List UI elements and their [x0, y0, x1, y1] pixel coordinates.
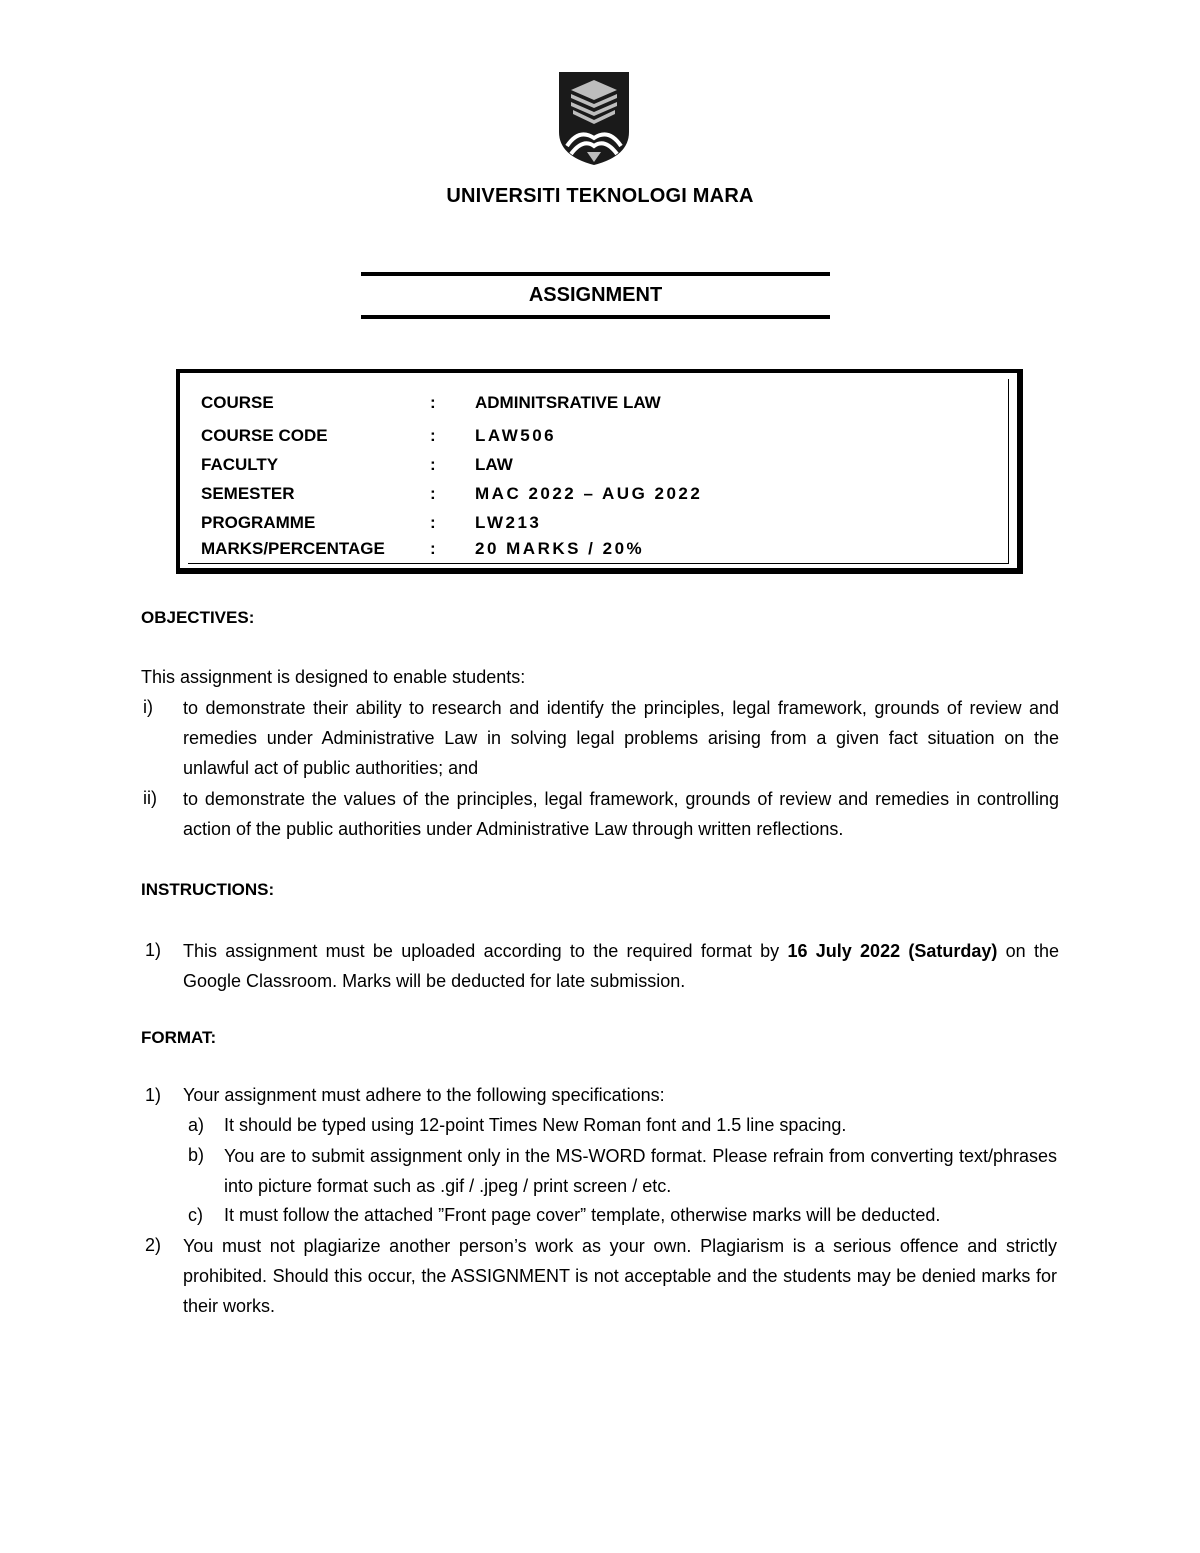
info-value: LW213 — [475, 513, 542, 532]
info-colon: : — [430, 513, 436, 532]
format-subitem-text: It must follow the attached ”Front page cover” template, otherwise marks will be deducted. — [224, 1205, 941, 1225]
format-subitem-text: It should be typed using 12-point Times New Roman font and 1.5 line spacing. — [224, 1115, 847, 1135]
info-value: LAW — [475, 455, 513, 474]
instruction-item-text — [183, 936, 1059, 996]
format-marker: 1) — [145, 1085, 162, 1105]
objectives-intro: This assignment is designed to enable students: — [141, 667, 526, 687]
format-subitem-marker: c) — [188, 1205, 203, 1225]
info-label: SEMESTER — [201, 484, 295, 503]
info-colon: : — [430, 426, 436, 445]
info-value: MAC 2022 – AUG 2022 — [475, 484, 703, 503]
info-label: COURSE — [201, 393, 274, 412]
info-colon: : — [430, 539, 436, 558]
instruction-text-before: This assignment must be uploaded according to the required format by — [183, 941, 788, 961]
objective-item-text: to demonstrate the values of the principles, legal framework, grounds of review and remedies in controlling action of the public authorities under Administrative Law through written reflections. — [183, 789, 1059, 839]
info-label: COURSE CODE — [201, 426, 328, 445]
university-logo — [557, 70, 631, 166]
title-bottom-rule — [361, 315, 830, 319]
instruction-marker: 1) — [145, 940, 162, 960]
objective-item-text: to demonstrate their ability to research and identify the principles, legal framework, grounds of review and remedies under Administrative Law in solving legal problems arising from a given fact situation on the unlawful act of public authorities; and — [183, 698, 1059, 778]
info-value: ADMINITSRATIVE LAW — [475, 393, 661, 412]
info-colon: : — [430, 484, 436, 503]
format-item-text: You must not plagiarize another person’s work as your own. Plagiarism is a serious offence and strictly prohibited. Should this occur, the ASSIGNMENT is not acceptable and the students may be denied marks for their works. — [183, 1236, 1057, 1316]
instruction-text-after: on the Google Classroom. Marks will be deducted for late submission. — [183, 941, 1060, 991]
format-marker: 2) — [145, 1235, 162, 1255]
format-item-text: Your assignment must adhere to the following specifications: — [183, 1085, 665, 1105]
title-top-rule — [361, 272, 830, 276]
instructions-heading: INSTRUCTIONS: — [141, 880, 275, 899]
objective-marker: i) — [143, 697, 153, 717]
info-label: MARKS/PERCENTAGE — [201, 539, 385, 558]
format-subitem-marker: a) — [188, 1115, 205, 1135]
info-label: FACULTY — [201, 455, 279, 474]
info-label: PROGRAMME — [201, 513, 316, 532]
course-info-box — [176, 369, 1023, 574]
info-colon: : — [430, 455, 436, 474]
document-title: ASSIGNMENT — [528, 284, 663, 306]
info-value: LAW506 — [475, 426, 557, 445]
format-subitem-text: You are to submit assignment only in the MS-WORD format. Please refrain from converting text/phrases into picture format such as .gif / .jpeg / print screen / etc. — [224, 1146, 1057, 1196]
format-subitem-marker: b) — [188, 1145, 205, 1165]
objectives-heading: OBJECTIVES: — [141, 608, 255, 627]
format-heading: FORMAT: — [141, 1028, 217, 1047]
objective-marker: ii) — [143, 788, 157, 808]
info-colon: : — [430, 393, 436, 412]
instruction-deadline: 16 July 2022 (Saturday) — [787, 941, 998, 961]
university-name: UNIVERSITI TEKNOLOGI MARA — [446, 185, 754, 207]
info-value: 20 MARKS / 20% — [475, 539, 645, 558]
